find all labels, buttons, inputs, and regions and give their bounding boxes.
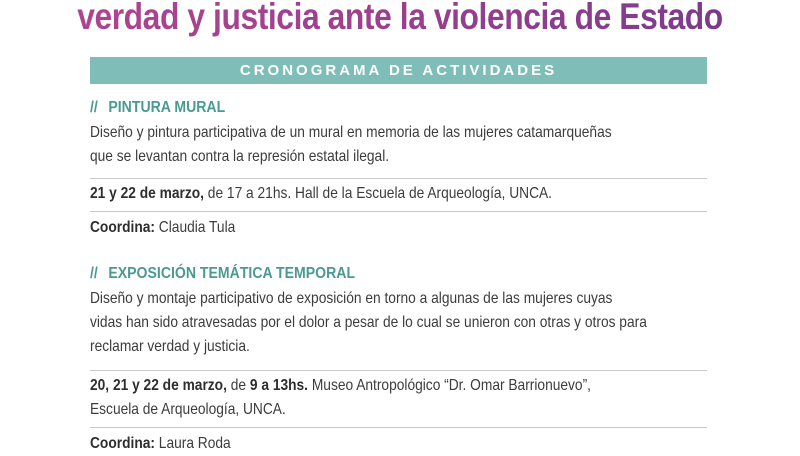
schedule-dates: 21 y 22 de marzo, <box>90 185 204 202</box>
activity-title-text: EXPOSICIÓN TEMÁTICA TEMPORAL <box>108 265 356 282</box>
schedule-time-prefix: de <box>226 377 250 394</box>
double-slash-icon: // <box>90 265 98 282</box>
activity-description: Diseño y montaje participativo de exposición en torno a algunas de las mujeres cuyas <box>90 290 613 307</box>
page-title: verdad y justicia ante la violencia de Estado <box>56 0 744 40</box>
activity-description: vidas han sido atravesadas por el dolor a pesar de lo cual se unieron con otras y otros para <box>90 314 647 331</box>
activity-schedule <box>90 182 552 206</box>
activity-coordinator <box>90 432 231 456</box>
double-slash-icon: // <box>90 99 98 116</box>
divider <box>90 211 707 212</box>
coordinator-label: Coordina: <box>90 435 155 452</box>
divider <box>90 370 707 371</box>
activity-schedule <box>90 374 591 398</box>
schedule-time: 9 a 13hs. <box>249 377 309 394</box>
coordinator-label: Coordina: <box>90 219 155 236</box>
schedule-place: Museo Antropológico “Dr. Omar Barrionuevo”, <box>308 377 591 394</box>
schedule-place: Hall de la Escuela de Arqueología, UNCA. <box>291 185 553 202</box>
divider <box>90 427 707 428</box>
activity-title-mural <box>90 99 225 117</box>
divider <box>90 178 707 179</box>
activity-title-exposicion <box>90 265 355 283</box>
activity-description: Diseño y pintura participativa de un mural en memoria de las mujeres catamarqueñas <box>90 124 612 141</box>
coordinator-name: Claudia Tula <box>154 219 236 236</box>
schedule-time: de 17 a 21hs. <box>203 185 292 202</box>
activity-title-text: PINTURA MURAL <box>108 99 226 116</box>
activity-coordinator <box>90 216 235 240</box>
activity-description: reclamar verdad y justicia. <box>90 338 250 355</box>
activity-description: que se levantan contra la represión estatal ilegal. <box>90 148 390 165</box>
schedule-banner: CRONOGRAMA DE ACTIVIDADES <box>90 57 707 84</box>
coordinator-name: Laura Roda <box>154 435 231 452</box>
schedule-place-continued: Escuela de Arqueología, UNCA. <box>90 401 286 418</box>
schedule-dates: 20, 21 y 22 de marzo, <box>90 377 227 394</box>
